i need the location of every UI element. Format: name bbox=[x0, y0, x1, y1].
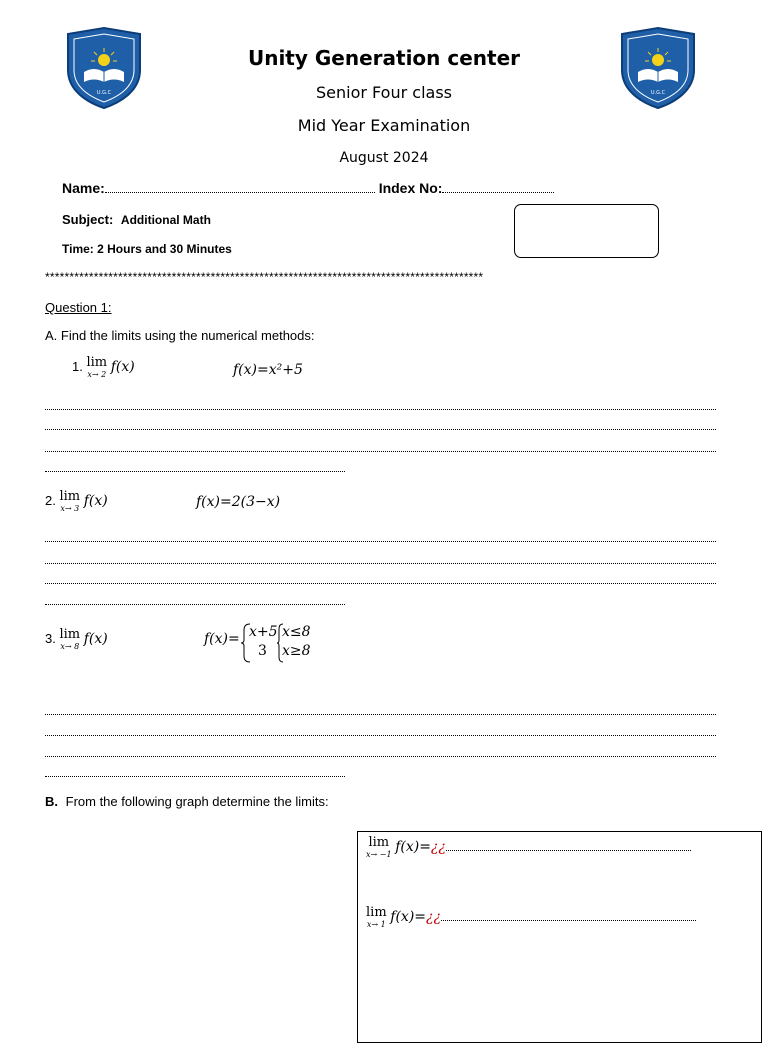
answer-placeholder: ¿¿ bbox=[430, 838, 446, 855]
answer-line[interactable] bbox=[446, 850, 691, 851]
limit-function: f(x) bbox=[83, 630, 108, 647]
class-name: Senior Four class bbox=[316, 83, 452, 102]
answer-line[interactable] bbox=[45, 450, 716, 452]
limit-function: f(x) bbox=[110, 358, 135, 375]
answer-line[interactable] bbox=[45, 428, 716, 430]
separator: ****************************************************************************************** bbox=[45, 270, 484, 284]
exam-title: Mid Year Examination bbox=[297, 116, 471, 135]
answer-line[interactable] bbox=[45, 755, 716, 757]
case-1-expression: x+5 bbox=[249, 624, 278, 640]
item-number: 1. bbox=[72, 358, 83, 374]
answer-placeholder: ¿¿ bbox=[426, 908, 442, 925]
graph-limits-box bbox=[357, 831, 762, 1043]
answer-line[interactable] bbox=[45, 408, 716, 410]
name-label: Name: bbox=[62, 180, 105, 196]
answer-line[interactable] bbox=[45, 713, 716, 715]
limit-expression: f(x)= bbox=[390, 908, 427, 925]
school-name: Unity Generation center bbox=[247, 46, 521, 70]
answer-line[interactable] bbox=[45, 470, 345, 472]
function-definition: f(x)=2(3−x) bbox=[196, 494, 281, 510]
name-field[interactable] bbox=[105, 192, 375, 193]
subject-value: Additional Math bbox=[120, 213, 211, 227]
time-allowed: Time: 2 Hours and 30 Minutes bbox=[62, 242, 232, 256]
function-definition-lhs: f(x)= bbox=[204, 631, 240, 647]
case-2-expression: 3 bbox=[258, 643, 267, 659]
item-3 bbox=[45, 628, 108, 651]
limit-notation: lim x→ −1 bbox=[366, 835, 392, 859]
limit-notation: lim x→ 1 bbox=[366, 905, 387, 929]
answer-line[interactable] bbox=[45, 562, 716, 564]
answer-line[interactable] bbox=[45, 603, 345, 605]
subject-row bbox=[62, 212, 211, 227]
item-2 bbox=[45, 490, 108, 513]
limit-notation: lim x→ 3 bbox=[59, 489, 81, 513]
answer-line[interactable] bbox=[45, 540, 716, 542]
svg-text:U.G.C: U.G.C bbox=[650, 90, 666, 96]
function-definition: f(x)=x²+5 bbox=[233, 362, 303, 378]
svg-text:U.G.C: U.G.C bbox=[96, 90, 112, 96]
item-number: 2. bbox=[45, 492, 56, 508]
answer-line[interactable] bbox=[45, 775, 345, 777]
question-heading: Question 1: bbox=[45, 300, 112, 315]
limit-notation: lim x→ 2 bbox=[86, 355, 108, 379]
answer-line[interactable] bbox=[45, 734, 716, 736]
index-label: Index No: bbox=[378, 180, 443, 196]
case-2-condition: x≥8 bbox=[282, 643, 311, 659]
name-row bbox=[62, 180, 554, 196]
limit-expression: f(x)= bbox=[395, 838, 431, 855]
index-field[interactable] bbox=[442, 192, 554, 193]
item-number: 3. bbox=[45, 630, 56, 646]
part-a-instruction: A. Find the limits using the numerical methods: bbox=[45, 328, 315, 343]
score-box bbox=[514, 204, 659, 258]
graph-limit-1 bbox=[366, 836, 691, 859]
case-1-condition: x≤8 bbox=[282, 624, 311, 640]
part-b-instruction: B. From the following graph determine the limits: bbox=[45, 794, 329, 809]
limit-function: f(x) bbox=[83, 492, 108, 509]
item-1 bbox=[72, 356, 135, 379]
answer-line[interactable] bbox=[441, 920, 696, 921]
answer-line[interactable] bbox=[45, 582, 716, 584]
limit-notation: lim x→ 8 bbox=[59, 627, 81, 651]
graph-limit-2 bbox=[366, 906, 696, 929]
exam-date: August 2024 bbox=[339, 150, 429, 166]
subject-label: Subject: bbox=[62, 212, 114, 227]
